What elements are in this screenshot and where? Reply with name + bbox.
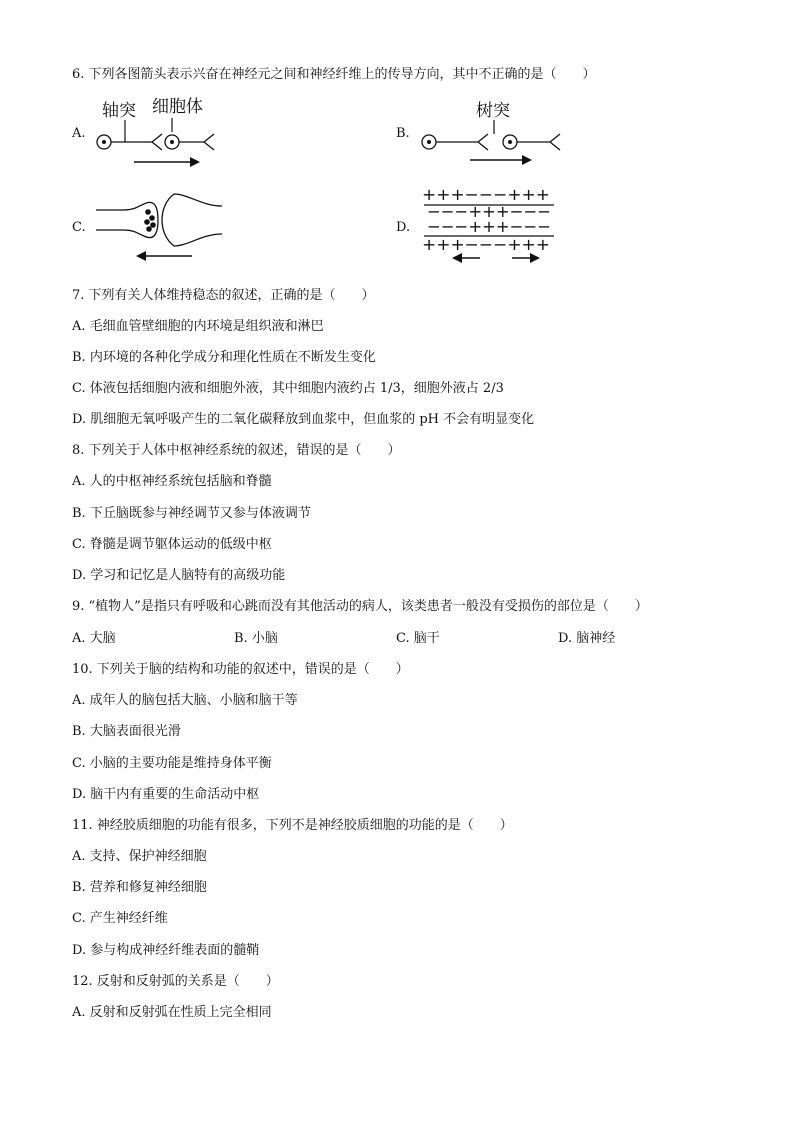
q7-option-d: D. 肌细胞无氧呼吸产生的二氧化碳释放到血浆中，但血浆的 pH 不会有明显变化 [72,412,535,427]
q8-option-d: D. 学习和记忆是人脑特有的高级功能 [72,568,286,583]
fig-d-row-2: −−−+++−−− [427,202,551,221]
q7-option-c: C. 体液包括细胞内液和细胞外液，其中细胞内液约占 1/3，细胞外液占 2/3 [72,381,504,396]
q11-option-b: B. 营养和修复神经细胞 [72,880,207,895]
q7-option-a: A. 毛细血管壁细胞的内环境是组织液和淋巴 [72,319,324,334]
fig-d-row-1: +++−−−+++ [422,185,550,204]
fig-d-row-4: +++−−−+++ [422,235,550,254]
q11-option-a: A. 支持、保护神经细胞 [72,849,207,864]
option-a-label: A. [72,126,86,141]
option-d-label: D. [396,220,411,235]
q7-option-b: B. 内环境的各种化学成分和理化性质在不断发生变化 [72,350,376,365]
q12-option-a: A. 反射和反射弧在性质上完全相同 [72,1005,272,1020]
q8-option-c: C. 脊髓是调节躯体运动的低级中枢 [72,537,272,552]
question-11-stem: 11. 神经胶质细胞的功能有很多，下列不是神经胶质细胞的功能的是（ ） [72,818,513,833]
q11-option-c: C. 产生神经纤维 [72,911,168,926]
option-c-label: C. [72,220,86,235]
fig-d-row-3: −−−+++−−− [427,217,551,236]
figure-b-neuron-diagram [414,96,574,172]
q8-option-a: A. 人的中枢神经系统包括脑和脊髓 [72,474,272,489]
question-6-stem: 6. 下列各图箭头表示兴奋在神经元之间和神经纤维上的传导方向，其中不正确的是（ ） [72,67,596,82]
question-8-stem: 8. 下列关于人体中枢神经系统的叙述，错误的是（ ） [72,443,401,458]
q9-option-a: A. 大脑 [72,631,116,646]
fig-b-dendrite-label: 树突 [476,101,510,121]
q10-option-c: C. 小脑的主要功能是维持身体平衡 [72,756,272,771]
q11-option-d: D. 参与构成神经纤维表面的髓鞘 [72,943,260,958]
question-7-stem: 7. 下列有关人体维持稳态的叙述，正确的是（ ） [72,288,375,303]
figure-c-synapse-diagram [92,190,232,266]
q10-option-a: A. 成年人的脑包括大脑、小脑和脑干等 [72,693,298,708]
question-10-stem: 10. 下列关于脑的结构和功能的叙述中，错误的是（ ） [72,662,409,677]
option-b-label: B. [396,126,410,141]
q10-option-b: B. 大脑表面很光滑 [72,724,181,739]
q9-option-c: C. 脑干 [396,631,440,646]
fig-a-soma-label: 细胞体 [152,97,203,117]
q9-option-b: B. 小脑 [234,631,278,646]
question-12-stem: 12. 反射和反射弧的关系是（ ） [72,974,279,989]
q8-option-b: B. 下丘脑既参与神经调节又参与体液调节 [72,506,311,521]
question-9-stem: 9. “植物人”是指只有呼吸和心跳而没有其他活动的病人，该类患者一般没有受损伤的部位是（ ） [72,599,648,614]
q9-option-d: D. 脑神经 [558,631,616,646]
fig-a-axon-label: 轴突 [102,101,136,121]
figure-a-neuron-diagram [90,92,230,172]
q10-option-d: D. 脑干内有重要的生命活动中枢 [72,787,260,802]
figure-d-membrane-potential-diagram [420,184,560,268]
